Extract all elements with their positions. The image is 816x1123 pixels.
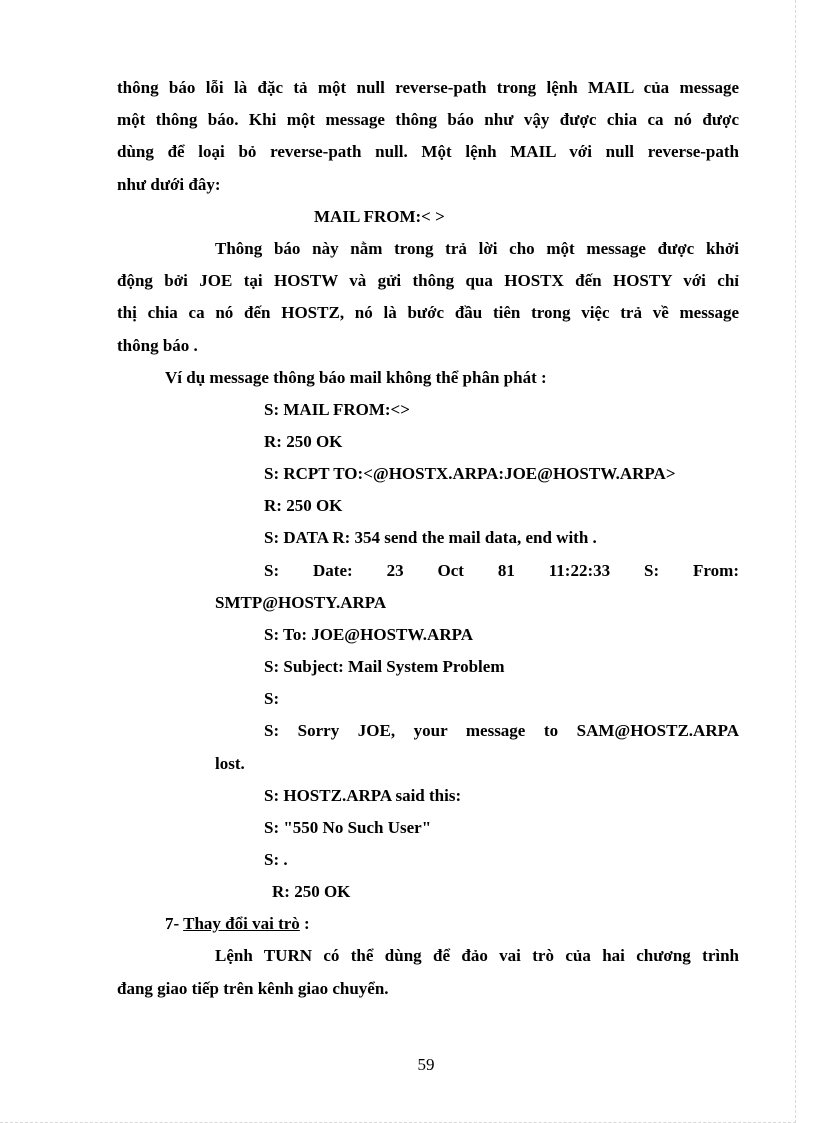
smtp-line: S: To: JOE@HOSTW.ARPA: [264, 625, 474, 644]
example-intro: Ví dụ message thông báo mail không thể phân phát :: [165, 368, 547, 387]
paragraph-line: thị chia ca nó đến HOSTZ, nó là bước đầu tiên trong việc trả về message: [117, 303, 739, 322]
section-number: 7-: [165, 914, 180, 933]
page-number: 59: [417, 1055, 435, 1074]
paragraph-line: Lệnh TURN có thể dùng để đảo vai trò của hai chương trình: [215, 946, 739, 965]
smtp-line: R: 250 OK: [264, 496, 343, 515]
paragraph-line: như dưới đây:: [117, 175, 221, 194]
smtp-line: S: .: [264, 850, 288, 869]
smtp-line: S:: [264, 689, 280, 708]
mail-from-example: MAIL FROM:< >: [314, 207, 445, 226]
paragraph-line: một thông báo. Khi một message thông báo như vậy được chia ca nó được: [117, 110, 739, 129]
section-colon: :: [304, 914, 310, 933]
smtp-line: S: DATA R: 354 send the mail data, end with .: [264, 528, 597, 547]
smtp-line: R: 250 OK: [272, 882, 351, 901]
smtp-line: SMTP@HOSTY.ARPA: [215, 593, 387, 612]
paragraph-line: dùng để loại bỏ reverse-path null. Một lệnh MAIL với null reverse-path: [117, 142, 739, 161]
smtp-line: S: "550 No Such User": [264, 818, 432, 837]
section-heading: [165, 913, 310, 935]
paragraph-line: thông báo .: [117, 336, 198, 355]
section-title: Thay đổi vai trò: [183, 914, 300, 933]
smtp-line: S: Sorry JOE, your message to SAM@HOSTZ.ARPA: [264, 721, 739, 740]
smtp-line: S: HOSTZ.ARPA said this:: [264, 786, 462, 805]
smtp-line: S: MAIL FROM:<>: [264, 400, 410, 419]
page-border-right: [795, 0, 796, 1123]
paragraph-line: đang giao tiếp trên kênh giao chuyển.: [117, 979, 389, 998]
paragraph-line: Thông báo này nằm trong trả lời cho một message được khởi: [215, 239, 739, 258]
smtp-line: S: RCPT TO:<@HOSTX.ARPA:JOE@HOSTW.ARPA>: [264, 464, 676, 483]
paragraph-line: thông báo lỗi là đặc tả một null reverse-path trong lệnh MAIL của message: [117, 78, 739, 97]
smtp-line: lost.: [215, 754, 245, 773]
paragraph-line: động bởi JOE tại HOSTW và gửi thông qua HOSTX đến HOSTY với chỉ: [117, 271, 739, 290]
smtp-line: S: Date: 23 Oct 81 11:22:33 S: From:: [264, 561, 739, 580]
smtp-line: S: Subject: Mail System Problem: [264, 657, 505, 676]
smtp-line: R: 250 OK: [264, 432, 343, 451]
